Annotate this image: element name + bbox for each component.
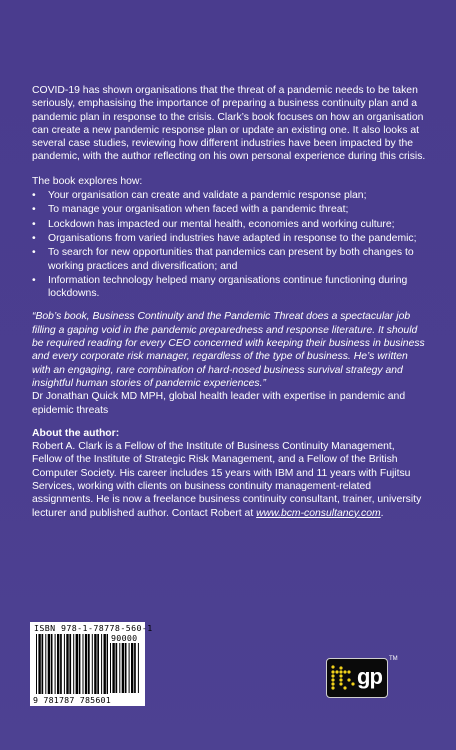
price-code: 90000 [111, 633, 138, 643]
list-item: • Lockdown has impacted our mental health, economies and working culture; [32, 218, 395, 230]
list-item: • Your organisation can create and validate a pandemic response plan; [32, 190, 367, 202]
endorsement-attribution: Dr Jonathan Quick MD MPH, global health leader with expertise in pandemic and epidemic threats [32, 391, 406, 416]
barcode-bars [36, 634, 108, 694]
barcode-digits: 9 781787 785601 [33, 695, 111, 705]
explores-heading: The book explores how: [32, 175, 143, 187]
list-item: • To search for new opportunities that pandemics can present by both changes to working practices and diversification; and [32, 247, 414, 272]
addon-barcode-bars [110, 643, 140, 693]
bullet-icon: • [32, 204, 36, 216]
isbn-label: ISBN 978-1-78778-560-1 [34, 623, 153, 633]
about-author-body: Robert A. Clark is a Fellow of the Institute of Business Continuity Management, Fellow of the Institute of Strategic Risk Management, and a Fellow of the British Computer Society. His career includes 15 years with IBM and 11 years with Fujitsu Services, working with clients on business continuity management-related assignments. He is now a freelance business continuity consultant, trainer, university lecturer and published author. Contact Robert at www.bcm-consultancy.com. [32, 441, 422, 519]
about-author-heading: About the author: [32, 427, 120, 439]
bullet-icon: • [32, 190, 36, 202]
intro-paragraph: COVID-19 has shown organisations that the threat of a pandemic needs to be taken seriously, emphasising the importance of preparing a business continuity plan and a pandemic plan in response to the crisis. Clark’s book focuses on how an organisation can create a new pandemic response plan or update an existing one. It also looks at several case studies, reviewing how different industries have been impacted by the pandemic, with the author reflecting on his own personal experience during this crisis. [32, 85, 426, 163]
explores-list [32, 189, 427, 300]
back-cover-text [32, 84, 427, 520]
trademark-mark: TM [389, 656, 398, 662]
list-item: • To manage your organisation when faced with a pandemic threat; [32, 204, 349, 216]
list-item: • Information technology helped many organisations continue functioning during lockdowns. [32, 274, 408, 300]
bullet-icon: • [32, 218, 36, 230]
endorsement-quote: “Bob’s book, Business Continuity and the Pandemic Threat does a spectacular job filling a gaping void in the pandemic preparedness and response literature. It should be required reading for every CEO concerned with keeping their business in business and every corporate risk manager, regardless of the type of business. He’s written with an engaging, rare combination of hard-nosed business survival strategy and insightful human stories of pandemic experiences.” [32, 311, 425, 389]
website-link[interactable]: www.bcm-consultancy.com [256, 507, 381, 519]
bullet-icon: • [32, 274, 36, 286]
itgp-logo-mark-icon [327, 659, 357, 697]
bullet-icon: • [32, 232, 36, 244]
list-item: • Organisations from varied industries have adapted in response to the pandemic; [32, 232, 417, 244]
isbn-barcode [30, 622, 153, 706]
bullet-icon: • [32, 247, 36, 259]
itgp-logo [326, 658, 388, 698]
itgp-logo-text: gp [357, 664, 382, 689]
